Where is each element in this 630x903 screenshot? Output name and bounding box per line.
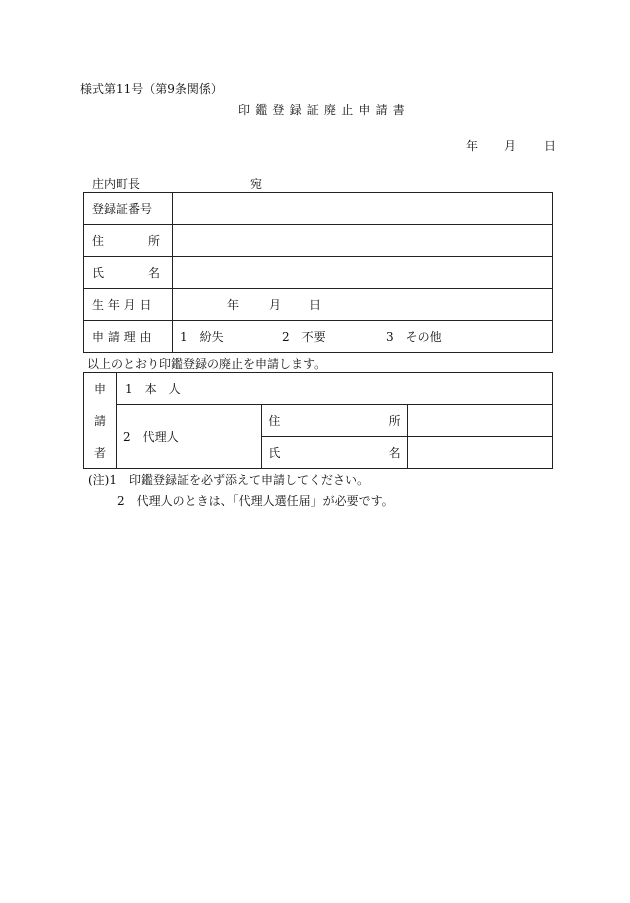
agent-name-label: 氏 名 xyxy=(262,437,407,469)
birthdate-day-unit: 日 xyxy=(309,298,322,312)
registration-number-field[interactable] xyxy=(173,193,553,225)
note-2: 2 代理人のときは、「代理人選任届」が必要です。 xyxy=(117,494,394,508)
applicant-table xyxy=(83,372,553,469)
birthdate-row xyxy=(84,289,553,321)
note-1: (注)1 印鑑登録証を必ず添えて申請してください。 xyxy=(88,473,370,487)
name-row xyxy=(84,257,553,289)
birthdate-field[interactable] xyxy=(173,289,553,321)
agent-address-field[interactable] xyxy=(407,405,552,437)
agent-name-field[interactable] xyxy=(407,437,552,469)
reason-row xyxy=(84,321,553,353)
date-year: 年 xyxy=(465,139,478,153)
application-statement: 以上のとおり印鑑登録の廃止を申請します。 xyxy=(87,357,327,371)
addressee xyxy=(92,175,262,192)
reason-label: 申 請 理 由 xyxy=(84,321,173,353)
addressee-suffix: 宛 xyxy=(250,177,263,191)
name-label: 氏 名 xyxy=(84,257,173,289)
address-field[interactable] xyxy=(173,225,553,257)
agent-address-row xyxy=(84,405,553,437)
name-field[interactable] xyxy=(173,257,553,289)
birthdate-month-unit: 月 xyxy=(269,298,282,312)
applicant-self-row xyxy=(84,373,553,405)
registration-number-label: 登録証番号 xyxy=(84,193,173,225)
birthdate-year-unit: 年 xyxy=(227,298,240,312)
applicant-vertical-label: 申 請 者 xyxy=(84,373,117,469)
address-label: 住 所 xyxy=(84,225,173,257)
reason-option-other[interactable]: 3 その他 xyxy=(386,330,442,344)
addressee-name: 庄内町長 xyxy=(92,177,141,191)
birthdate-label: 生 年 月 日 xyxy=(84,289,173,321)
reason-option-lost[interactable]: 1 紛失 xyxy=(180,330,224,344)
document-title: 印鑑登録証廃止申請書 xyxy=(238,103,411,117)
reason-option-unneeded[interactable]: 2 不要 xyxy=(282,330,326,344)
registration-number-row xyxy=(84,193,553,225)
applicant-self-option[interactable]: 1 本 人 xyxy=(117,373,553,405)
agent-address-label: 住 所 xyxy=(262,405,407,437)
date-day: 日 xyxy=(543,139,556,153)
registration-info-table xyxy=(83,192,553,353)
reason-options xyxy=(173,321,553,353)
address-row xyxy=(84,225,553,257)
date-month: 月 xyxy=(503,139,516,153)
date-line xyxy=(466,137,556,154)
form-number: 様式第11号（第9条関係） xyxy=(80,82,223,96)
applicant-agent-option[interactable]: 2 代理人 xyxy=(117,405,262,469)
